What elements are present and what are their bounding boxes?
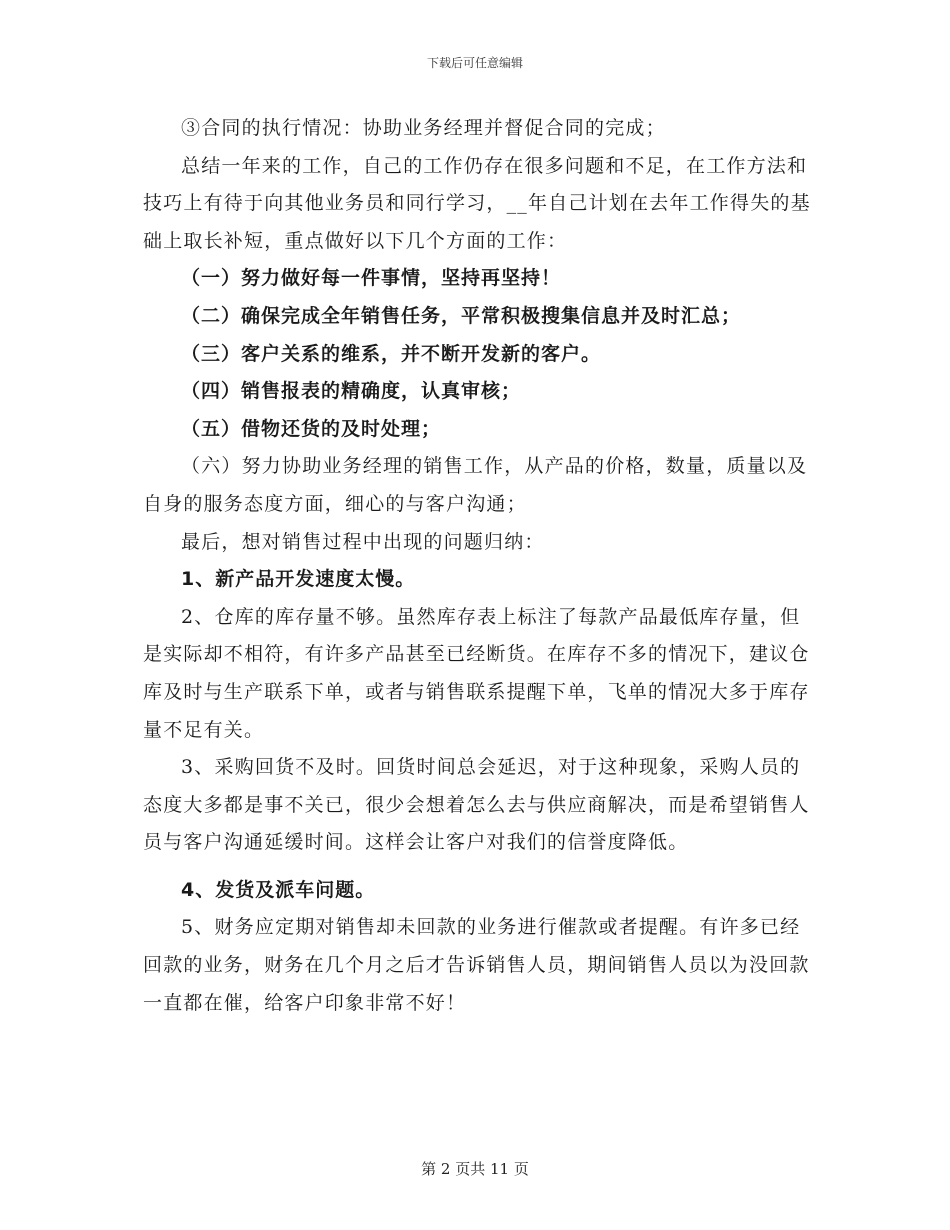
plan-item-1: （一）努力做好每一件事情，坚持再坚持！: [181, 267, 562, 290]
plan-item-4: （四）销售报表的精确度，认真审核；: [181, 380, 522, 403]
plan-item-3: （三）客户关系的维系，并不断开发新的客户。: [181, 342, 602, 365]
paragraph-conclusion-intro: 最后，想对销售过程中出现的问题归纳：: [181, 530, 545, 553]
plan-item-5: （五）借物还货的及时处理；: [181, 417, 442, 440]
issue-5: 5、财务应定期对销售却未回款的业务进行催款或者提醒。有许多已经回款的业务，财务在几个月之后才告诉销售人员，期间销售人员以为没回款一直都在催，给客户印象非常不好！: [143, 916, 810, 1014]
issue-4: 4、发货及派车问题。: [181, 878, 376, 901]
paragraph-summary: 总结一年来的工作，自己的工作仍存在很多问题和不足，在工作方法和技巧上有待于向其他业务员和同行学习，__年自己计划在去年工作得失的基础上取长补短，重点做好以下几个方面的工作：: [143, 154, 811, 252]
spacer: [143, 862, 811, 872]
issue-1: 1、新产品开发速度太慢。: [181, 568, 416, 591]
issue-2: 2、仓库的库存量不够。虽然库存表上标注了每款产品最低库存量，但是实际却不相符，有许多产品甚至已经断货。在库存不多的情况下，建议仓库及时与生产联系下单，或者与销售联系提醒下单，飞单的情况大多于库存量不足有关。: [143, 605, 810, 741]
plan-item-2: （二）确保完成全年销售任务，平常积极搜集信息并及时汇总；: [181, 304, 742, 327]
page-footer: 第 2 页共 11 页: [421, 1160, 529, 1178]
document-body: [143, 110, 811, 1022]
page-header: 下载后可任意编辑: [426, 56, 523, 70]
plan-item-6: （六）努力协助业务经理的销售工作，从产品的价格，数量，质量以及自身的服务态度方面，细心的与客户沟通；: [143, 455, 808, 515]
paragraph-contract-status: ③合同的执行情况：协助业务经理并督促合同的完成；: [181, 117, 666, 139]
issue-3: 3、采购回货不及时。回货时间总会延迟，对于这种现象，采购人员的态度大多都是事不关已，很少会想着怎么去与供应商解决，而是希望销售人员与客户沟通延缓时间。这样会让客户对我们的信誉度降低。: [143, 756, 810, 854]
